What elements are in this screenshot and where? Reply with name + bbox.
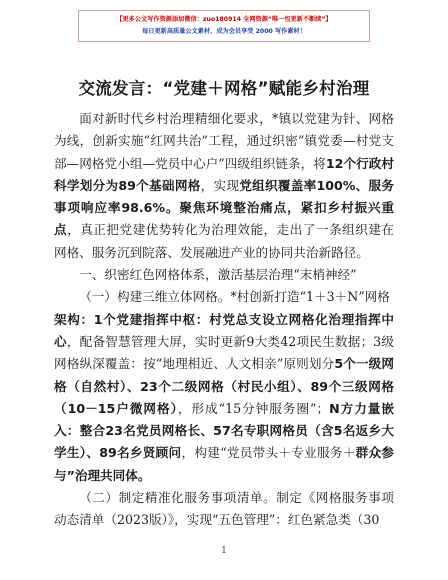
p1-text-a: 面对新时代乡村治理精细化要求，*镇以党建为针、网格为线，创新实施“红网共治”工程，通过织密“镇党委—村党支部—网格党小组—党员中心户”四级组织链条，将 bbox=[54, 111, 394, 171]
promo-banner bbox=[78, 10, 370, 42]
banner-line-2: 每日更新高质量公文素材，成为会员享受 2000 写作素材！ bbox=[142, 28, 306, 35]
document-body bbox=[54, 108, 394, 532]
p2-text-b: ，配备智慧管理大屏，实时更新9大类42项民生数据；3级网格纵深覆盖：按“地理相近、人文相亲”原则划分 bbox=[54, 333, 394, 372]
section-heading-1: 一、织密红色网格体系，激活基层治理“末梢神经” bbox=[79, 267, 357, 283]
intro-paragraph bbox=[54, 108, 394, 264]
structure-paragraph bbox=[54, 309, 394, 487]
p1-text-c: ，实现 bbox=[200, 177, 240, 193]
p2-bold-g: 群众参与”治理共同体。 bbox=[54, 445, 394, 483]
p2-bold-a: 架构：1个党建指挥中枢：村党总支设立网格化治理指挥中心 bbox=[54, 311, 394, 349]
page-number: 1 bbox=[221, 546, 227, 556]
p2-bold-e: N方力量嵌入：整合23名党员网格长、57名专职网格员（含5名返乡大学生）、89名乡贤顾问 bbox=[54, 400, 394, 461]
p1-text-e: ，真正把党建优势转化为治理效能，走出了一条组织建在网格、服务沉到院落、发展融进产业的协同共治新路径。 bbox=[54, 222, 395, 260]
p2-text-d: ，形成“15分钟服务圈”； bbox=[177, 400, 330, 416]
banner-line-1: 【更多公文写作资源添加微信：zuo180914 全网资源“唯一包更新不断续”】 bbox=[116, 16, 332, 23]
document-title: 交流发言：“党建＋网格”赋能乡村治理 bbox=[78, 79, 370, 98]
p2-bold-c: 5个一级网格（自然村）、23个二级网格（村民小组）、89个三级网格（10－15户微网格） bbox=[54, 356, 394, 416]
p2-text-f: ，构建“党员带头＋专业服务＋ bbox=[181, 445, 356, 461]
subsection-heading-1-1: （一）构建三维立体网格。*村创新打造“1＋3＋N”网格 bbox=[79, 289, 390, 305]
p1-bold-b: 12个行政村科学划分为89个基础网格 bbox=[54, 155, 394, 193]
p1-bold-d: 党组织覆盖率100%、服务事项响应率98.6%。聚焦环境整治痛点，紧扣乡村振兴重点 bbox=[54, 177, 395, 238]
subsection-heading-1-2: （二）制定精准化服务事项清单。制定《网格服务事项动态清单（2023版）》，实现“五色管理”：红色紧急类（30 bbox=[54, 490, 394, 528]
